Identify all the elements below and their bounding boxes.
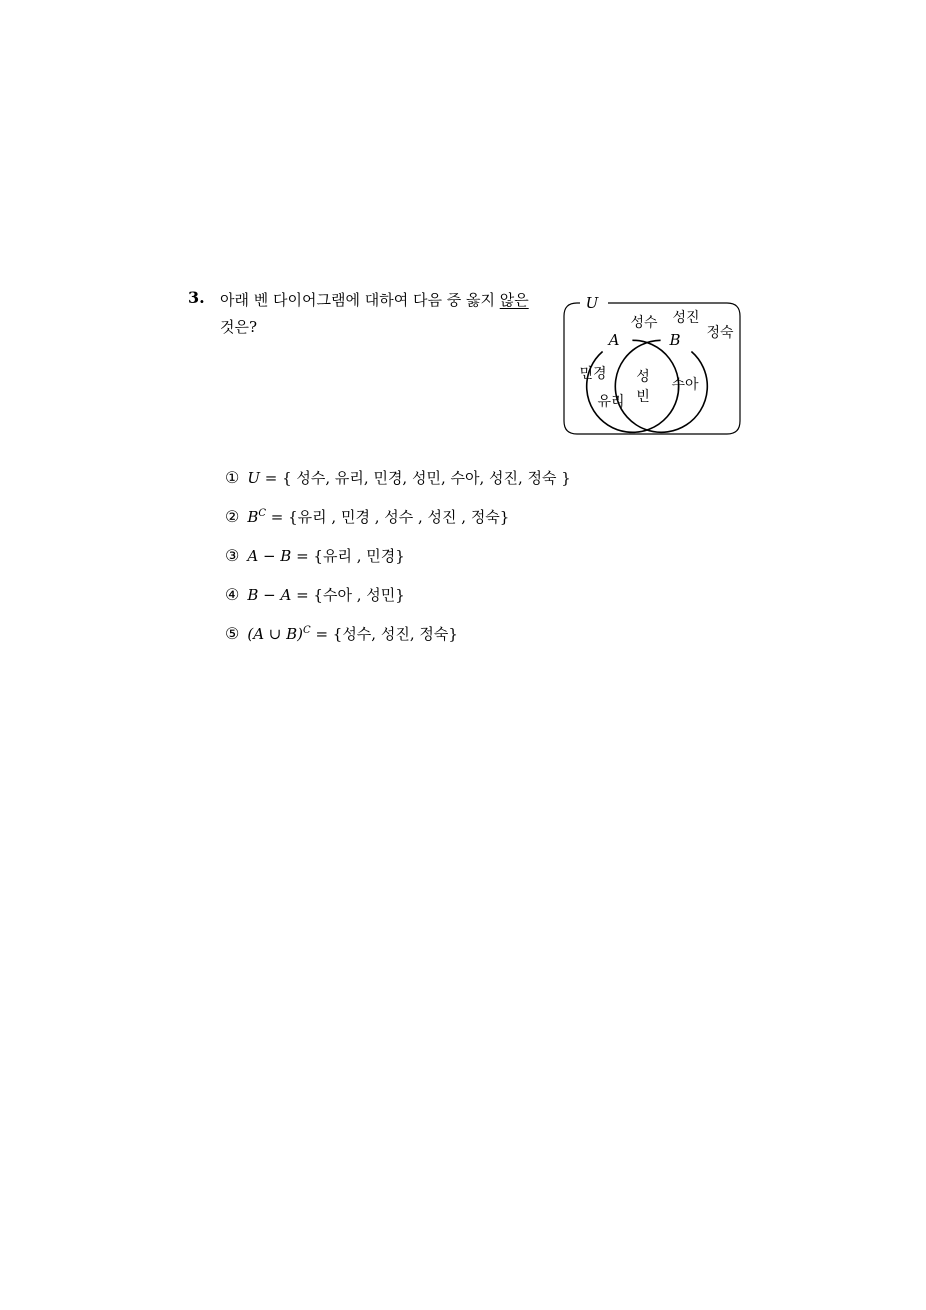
choice-rest: = {수아 , 성민} [291, 586, 405, 604]
outside-name-3: 정숙 [706, 325, 734, 341]
outside-name-1: 성수 [630, 315, 658, 331]
choice-rest: = {유리 , 민경} [291, 547, 405, 565]
set-b-label: B [669, 331, 681, 349]
choice-2[interactable] [225, 506, 509, 527]
question-text-line1 [220, 289, 529, 310]
choice-lhs: B − A [247, 586, 292, 604]
choice-number: ⑤ [225, 624, 240, 643]
venn-diagram [558, 290, 746, 442]
choice-lhs: U [247, 469, 260, 487]
choice-rest: = {성수, 성진, 정숙} [310, 625, 458, 643]
choice-1[interactable] [225, 467, 571, 488]
choice-5[interactable] [225, 623, 458, 644]
intersection-char-2: 빈 [636, 389, 650, 405]
choice-number: ① [225, 468, 240, 487]
choice-sup: C [303, 625, 311, 636]
choice-number: ④ [225, 585, 240, 604]
choice-rest: = { 성수, 유리, 민경, 성민, 수아, 성진, 정숙 } [260, 469, 571, 487]
question-text-prefix: 아래 벤 다이어그램에 대하여 다음 중 옳지 [220, 291, 500, 309]
outside-name-2: 성진 [672, 310, 700, 326]
choice-rest: = {유리 , 민경 , 성수 , 성진 , 정숙} [266, 508, 510, 526]
choice-lhs: B [247, 508, 259, 526]
question-emphasis: 않은 [499, 291, 529, 309]
choice-lhs: (A ∪ B) [247, 625, 304, 643]
a-only-name-2: 유리 [597, 394, 625, 410]
set-a-circle [587, 340, 679, 432]
choice-number: ② [225, 507, 240, 526]
question-text-line2: 것은? [220, 318, 258, 336]
question-number: 3. [188, 288, 205, 307]
set-a-label: A [608, 331, 620, 349]
universe-label: U [585, 294, 599, 312]
b-only-name-1: 수아 [671, 377, 699, 393]
choice-3[interactable] [225, 545, 405, 566]
choice-number: ③ [225, 546, 240, 565]
a-only-name-1: 민경 [579, 366, 607, 382]
choice-4[interactable] [225, 584, 405, 605]
intersection-char-1: 성 [636, 369, 650, 385]
choice-lhs: A − B [247, 547, 292, 565]
choice-sup: C [258, 508, 267, 519]
